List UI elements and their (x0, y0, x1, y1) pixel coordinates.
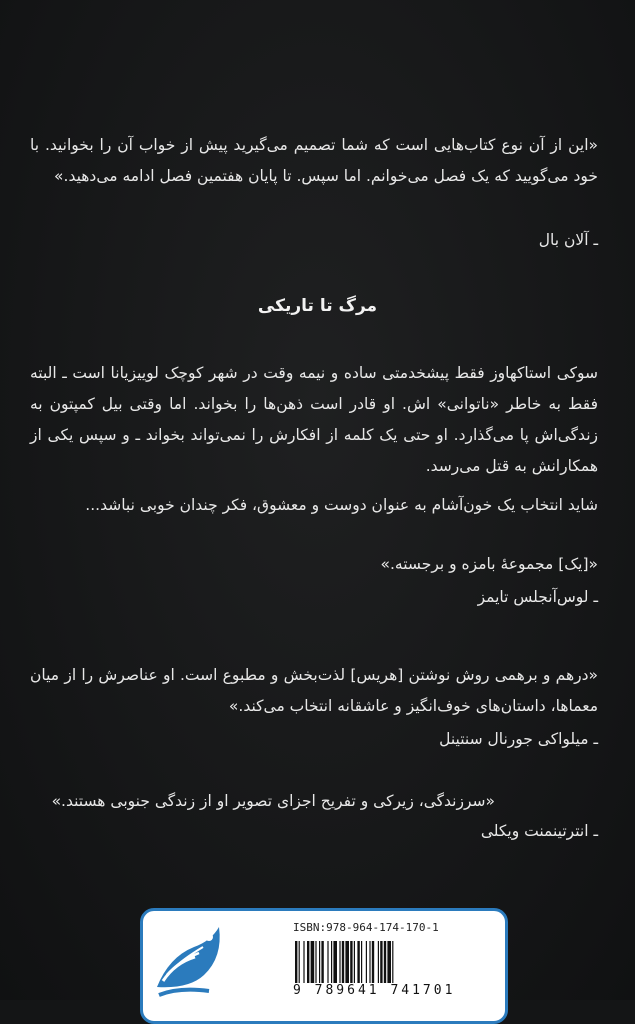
quote-2-attribution: ـ لوس‌آنجلس تایمز (477, 588, 598, 606)
quote-3-attribution: ـ میلواکی جورنال سنتینل (439, 730, 598, 748)
barcode-digits: 9 789641 741701 (293, 983, 493, 1003)
barcode-panel (140, 908, 508, 1024)
quote-4-text: «سرزندگی، زیرکی و تفریح اجزای تصویر او از زندگی جنوبی هستند.» (51, 792, 495, 810)
synopsis-paragraph-1: سوکی استاکهاوز فقط پیشخدمتی ساده و نیمه وقت در شهر کوچک لوییزیانا است ـ البته فقط به خاطر «ناتوانی» اش. او قادر است ذهن‌ها را بخواند. اما وقتی بیل کمپتون به زندگی‌اش پا می‌گذارد. او حتی یک کلمه از افکارش را نمی‌تواند بخواند ـ و سپس یکی از همکارانش به قتل می‌رسد. (30, 364, 598, 475)
book-title: مرگ تا تاریکی (257, 296, 378, 316)
quote-2-text: «[یک] مجموعهٔ بامزه و برجسته.» (380, 555, 598, 573)
synopsis-paragraph-2: شاید انتخاب یک خون‌آشام به عنوان دوست و معشوق، فکر چندان خوبی نباشد... (85, 496, 598, 514)
publisher-logo-icon (149, 917, 227, 1009)
isbn-label: ISBN:978-964-174-170-1 (293, 921, 439, 934)
quote-1-text: «این از آن نوع کتاب‌هایی است که شما تصمیم می‌گیرید پیش از خواب آن را بخوانید. با خود می‌گویید که یک فصل می‌خوانم. اما سپس. تا پایان هفتمین فصل ادامه می‌دهید.» (30, 136, 598, 185)
quote-1-attribution: ـ آلان بال (538, 231, 598, 249)
quote-4-attribution: ـ انترتینمنت ویکلی (480, 822, 598, 840)
quote-3-text: «درهم و برهمی روش نوشتن [هریس] لذت‌بخش و مطبوع است. او عناصرش را از میان معماها، داستان‌های خوف‌انگیز و عاشقانه انتخاب می‌کند.» (30, 666, 598, 715)
